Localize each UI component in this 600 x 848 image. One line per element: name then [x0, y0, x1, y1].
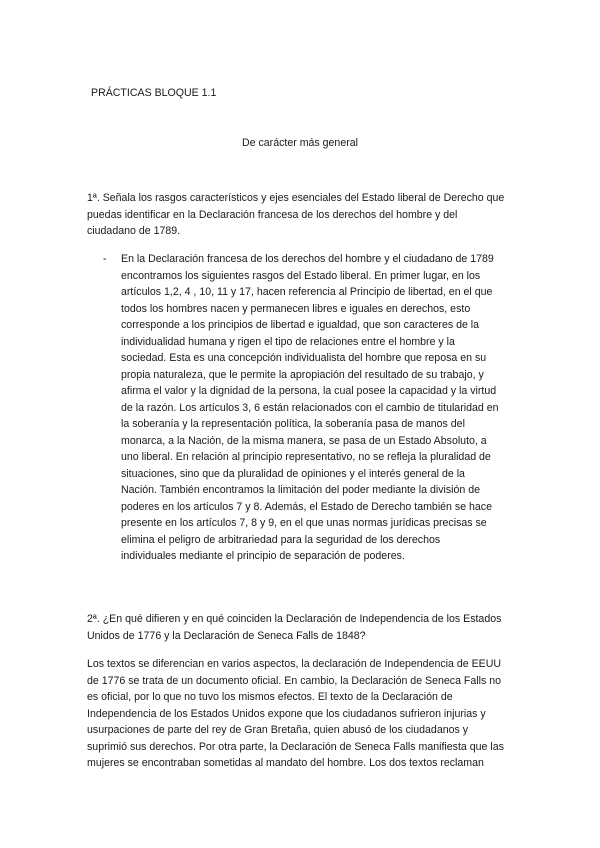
- answer-1-line: corresponde a los principios de libertad e igualdad, que son caracteres de la: [121, 319, 480, 331]
- answer-1-line: Nación. También encontramos la limitación del poder mediante la división de: [121, 484, 481, 496]
- answer-1-line: propia naturaleza, que le permite la apropiación del resultado de su trabajo, y: [121, 368, 484, 381]
- section-subtitle: De carácter más general: [242, 137, 358, 149]
- answer-2: [87, 656, 504, 772]
- answer-1-line: la soberanía y la representación política, la soberanía pasa de manos del: [121, 418, 465, 430]
- answer-2-line: mujeres se encontraban sometidas al mandato del hombre. Los dos textos reclaman: [87, 757, 484, 769]
- question-2: [87, 611, 501, 644]
- question-2-line: 2ª. ¿En qué difieren y en qué coinciden la Declaración de Independencia de los Estados: [87, 613, 502, 625]
- question-1-line: ciudadano de 1789.: [87, 225, 181, 237]
- list-bullet: -: [103, 253, 107, 265]
- answer-1-line: uno liberal. En relación al principio representativo, no se refleja la pluralidad de: [121, 451, 491, 463]
- answer-1-line: afirma el valor y la dignidad de la persona, la cual posee la capacidad y la virtud: [121, 385, 497, 397]
- answer-1-line: elimina el peligro de arbitrariedad para la seguridad de los derechos: [121, 533, 441, 546]
- answer-1-line: individualidad humana y rigen el tipo de relaciones entre el hombre y la: [121, 335, 455, 348]
- answer-1-line: encontramos los siguientes rasgos del Estado liberal. En primer lugar, en los: [121, 269, 481, 282]
- answer-1-line: sociedad. Esta es una concepción individualista del hombre que reposa en su: [121, 352, 487, 364]
- question-2-line: Unidos de 1776 y la Declaración de Seneca Falls de 1848?: [87, 629, 366, 642]
- answer-1-line: todos los hombres nacen y permanecen libres e iguales en derechos, esto: [121, 302, 471, 315]
- answer-1-line: individuales mediante el principio de separación de poderes.: [121, 550, 405, 562]
- answer-1: [121, 251, 499, 565]
- answer-2-line: usurpaciones de parte del rey de Gran Bretaña, quien abusó de los ciudadanos y: [87, 724, 469, 736]
- answer-2-line: es oficial, por lo que no tuvo los mismos efectos. El texto de la Declaración de: [87, 691, 453, 703]
- answer-2-line: de 1776 se trata de un documento oficial. En cambio, la Declaración de Seneca Falls no: [87, 674, 501, 687]
- answer-1-line: monarca, a la Nación, de la misma manera, se pasa de un Estado Absoluto, a: [121, 434, 487, 447]
- answer-1-line: poderes en los artículos 7 y 8. Además, el Estado de Derecho también se hace: [121, 500, 492, 513]
- answer-1-line: artículos 1,2, 4 , 10, 11 y 17, hacen referencia al Principio de libertad, en el que: [121, 286, 493, 298]
- answer-2-line: Los textos se diferencian en varios aspectos, la declaración de Independencia de EEUU: [87, 658, 501, 670]
- page-title: PRÁCTICAS BLOQUE 1.1: [91, 87, 217, 99]
- answer-1-line: En la Declaración francesa de los derechos del hombre y el ciudadano de 1789: [121, 253, 494, 265]
- answer-2-line: suprimió sus derechos. Por otra parte, la Declaración de Seneca Falls manifiesta que las: [87, 740, 504, 753]
- question-1: [87, 190, 504, 240]
- answer-1-line: presente en los artículos 7, 8 y 9, en el que unas normas jurídicas precisas se: [121, 517, 487, 529]
- answer-2-line: Independencia de los Estados Unidos expone que los ciudadanos sufrieron injurias y: [87, 707, 486, 720]
- answer-1-line: situaciones, sino que da pluralidad de opiniones y el interés general de la: [121, 467, 465, 480]
- answer-1-line: de la razón. Los artículos 3, 6 están relacionados con el cambio de titularidad en: [121, 401, 499, 414]
- question-1-line: puedas identificar en la Declaración francesa de los derechos del hombre y del: [87, 208, 458, 221]
- question-1-line: 1ª. Señala los rasgos característicos y ejes esenciales del Estado liberal de Derecho que: [87, 192, 505, 204]
